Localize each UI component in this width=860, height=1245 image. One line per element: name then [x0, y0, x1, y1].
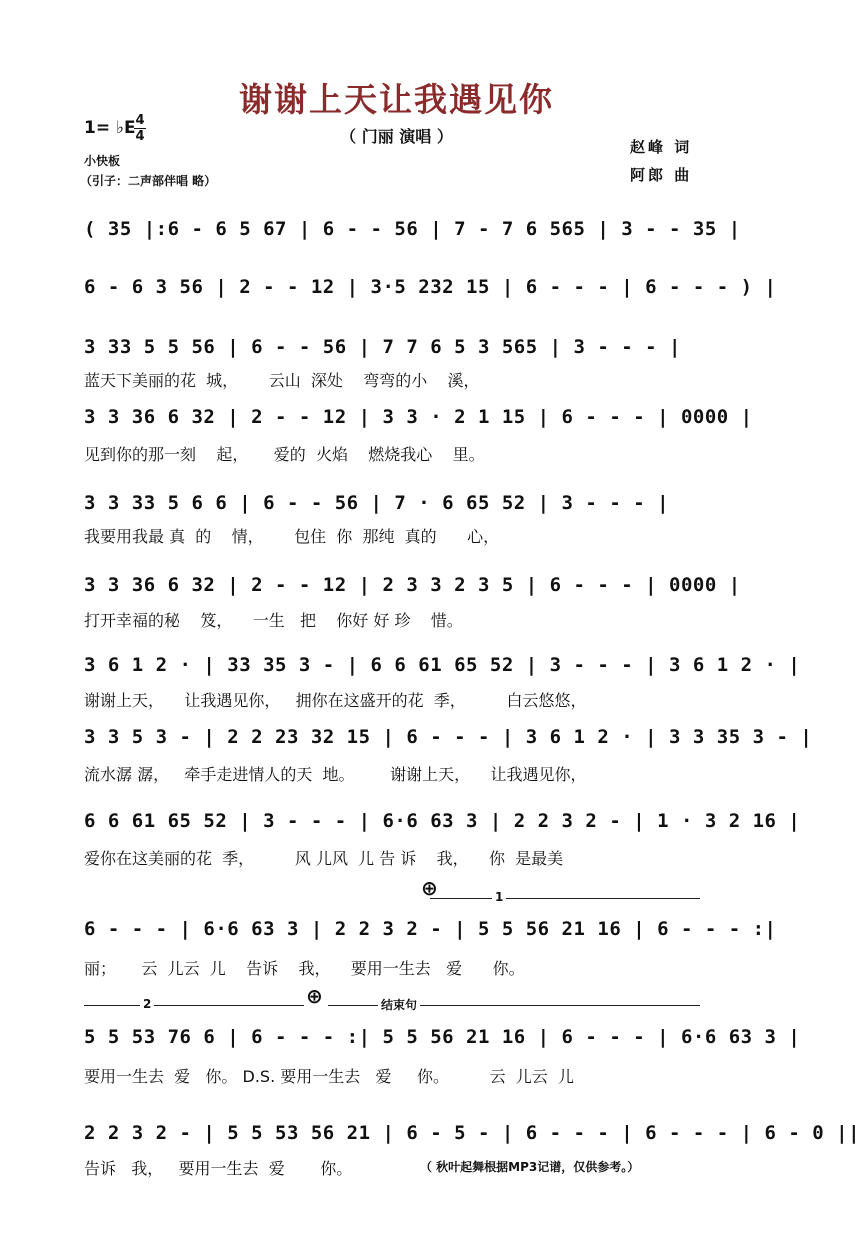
notation-line: 6 6 61 65 52 | 3 - - - | 6·6 63 3 | 2 2 3 2 - | 1 · 3 2 16 | — [84, 810, 801, 832]
notation-line: 3 33 5 5 56 | 6 - - 56 | 7 7 6 5 3 565 | 3 - - - | — [84, 336, 681, 358]
lyrics-line: 我要用我最 真 的 情， 包住 你 那纯 真的 心， — [84, 527, 500, 546]
coda-symbol: ⊕ — [421, 876, 438, 900]
time-signature — [134, 113, 146, 144]
song-title: 谢谢上天让我遇见你 — [239, 80, 554, 119]
notation-line: 3 3 36 6 32 | 2 - - 12 | 3 3 · 2 1 15 | 6 - - - | 0000 | — [84, 406, 753, 428]
notation-line: 3 3 36 6 32 | 2 - - 12 | 2 3 3 2 3 5 | 6 - - - | 0000 | — [84, 574, 741, 596]
notation-line: 3 6 1 2 · | 33 35 3 - | 6 6 61 65 52 | 3 - - - | 3 6 1 2 · | — [84, 654, 801, 676]
volta-bracket-2 — [84, 1005, 304, 1006]
lyrics-line: 告诉 我， 要用一生去 爱 你。 — [84, 1159, 353, 1178]
notation-line: 3 3 5 3 - | 2 2 23 32 15 | 6 - - - | 3 6 1 2 · | 3 3 35 3 - | — [84, 726, 813, 748]
volta-bracket-1 — [430, 898, 700, 899]
lyrics-line: 爱你在这美丽的花 季， 风 儿风 儿 告 诉 我， 你 是最美 — [84, 849, 564, 868]
key-signature: 1= ♭E — [84, 118, 136, 138]
notation-line: 6 - 6 3 56 | 2 - - 12 | 3·5 232 15 | 6 - - - | 6 - - - ) | — [84, 276, 777, 298]
time-signature-top: 4 — [135, 113, 145, 128]
lyrics-line: 打开幸福的秘 笈， 一生 把 你好 好 珍 惜。 — [84, 611, 463, 630]
lyrics-line: 见到你的那一刻 起， 爱的 火焰 燃烧我心 里。 — [84, 445, 485, 464]
lyricist-credit: 赵峰 词 — [630, 138, 693, 156]
volta-2-label: 2 — [140, 997, 154, 1011]
lyrics-line: 要用一生去 爱 你。 D.S. 要用一生去 爱 你。 云 儿云 儿 — [84, 1067, 574, 1086]
coda-label: 结束句 — [378, 996, 420, 1013]
notation-line: 6 - - - | 6·6 63 3 | 2 2 3 2 - | 5 5 56 21 16 | 6 - - - :| — [84, 918, 777, 940]
coda-symbol: ⊕ — [306, 984, 323, 1008]
notation-line: 2 2 3 2 - | 5 5 53 56 21 | 6 - 5 - | 6 - - - | 6 - - - | 6 - 0 || — [84, 1122, 860, 1144]
volta-1-label: 1 — [492, 890, 506, 904]
singer-credit: （ 门丽 演唱 ） — [340, 127, 453, 146]
intro-note: （引子：二声部伴唱 略） — [80, 174, 217, 188]
lyrics-line: 谢谢上天， 让我遇见你， 拥你在这盛开的花 季， 白云悠悠， — [84, 691, 587, 710]
notation-line: 5 5 53 76 6 | 6 - - - :| 5 5 56 21 16 | 6 - - - | 6·6 63 3 | — [84, 1026, 801, 1048]
notation-line: ( 35 |:6 - 6 5 67 | 6 - - 56 | 7 - 7 6 565 | 3 - - 35 | — [84, 218, 741, 240]
lyrics-line: 流水潺 潺， 牵手走进情人的天 地。 谢谢上天， 让我遇见你， — [84, 765, 587, 784]
lyrics-line: 丽； 云 儿云 儿 告诉 我， 要用一生去 爱 你。 — [84, 959, 525, 978]
transcription-note: （ 秋叶起舞根据MP3记谱，仅供参考。） — [420, 1160, 640, 1174]
composer-credit: 阿郎 曲 — [630, 166, 693, 184]
notation-line: 3 3 33 5 6 6 | 6 - - 56 | 7 · 6 65 52 | 3 - - - | — [84, 492, 670, 514]
lyrics-line: 蓝天下美丽的花 城， 云山 深处 弯弯的小 溪， — [84, 371, 480, 390]
tempo-marking: 小快板 — [84, 154, 121, 168]
time-signature-bottom: 4 — [135, 129, 145, 144]
